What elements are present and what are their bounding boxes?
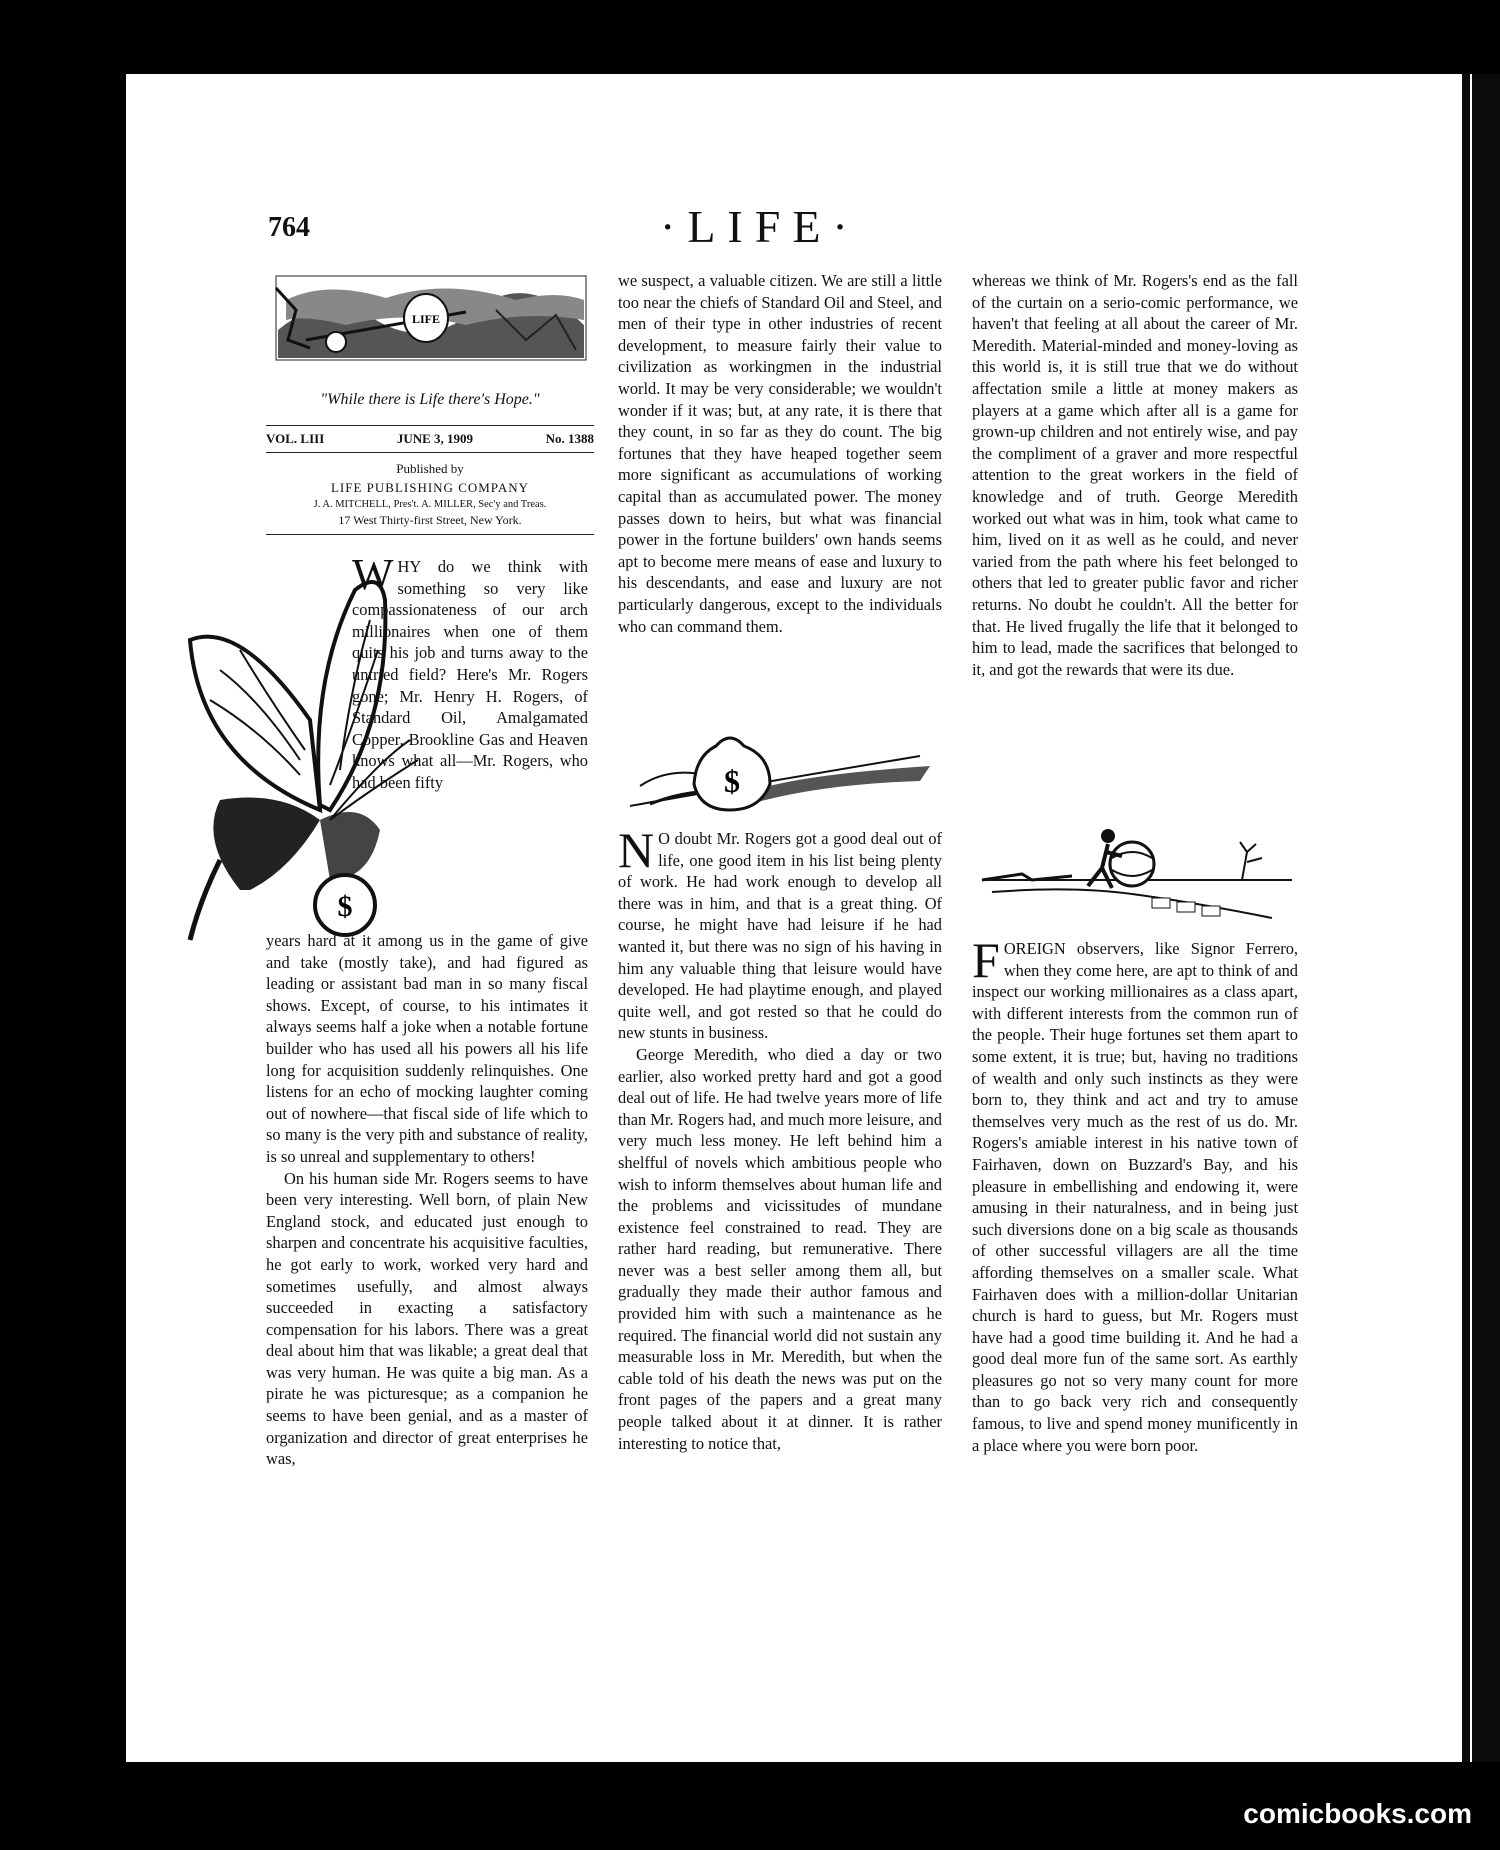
published-by: Published by	[396, 461, 464, 476]
article1-para2: On his human side Mr. Rogers seems to have been very interesting. Well born, of plain New England stock, and educated just enough to sharpen and concentrate his acquisitive faculties, he got early to work, worked very hard and sometimes usefully, and almost always succeeded in exacting a satisfactory compensation for his labors. There was a great deal about him that was likable; a great deal that was very human. He was quite a big man. As a pirate he was picturesque; as a companion he seems to have been genial, and as a master of organization and director of great enterprises he was,	[266, 1168, 588, 1469]
column-2-top	[618, 270, 942, 637]
header-vignette-illustration	[266, 270, 594, 380]
site-watermark: comicbooks.com	[1243, 1798, 1472, 1829]
article1-intro-text: HY do we think with something so very like compassionateness of our arch millionaires when one of them quits his job and turns away to the untried field? Here's Mr. Rogers gone; Mr. Henry H. Rogers, of Standard Oil, Amalgamated Copper, Brookline Gas and Heaven knows what all—Mr. Rogers, who had been fifty	[352, 557, 588, 792]
header-shield-text: LIFE	[411, 312, 441, 326]
moneybag-dollar-sign: $	[724, 763, 740, 799]
page-number: 764	[268, 212, 310, 243]
motto: "While there is Life there's Hope."	[320, 391, 540, 408]
column-1	[266, 930, 588, 1470]
article3-para1	[972, 932, 1298, 1456]
column-3-top	[972, 270, 1298, 680]
butterfly-bag-dollar: $	[337, 890, 353, 923]
moneybag-laurel-illustration	[620, 726, 940, 818]
article2-para3: whereas we think of Mr. Rogers's end as the fall of the curtain on a serio-comic performance, we haven't that feeling at all about the career of Mr. Meredith. Material-minded and money-loving as this world is, it is still true that we do without affectation smile a little at money makers as players at a game which after all is a game for grown-up children and not entirely wise, and pay the compliment of a graver and more respectful attention to the great workers in the field of knowledge and of truth. George Meredith worked out what was in him, took what came to him, lived on it as well as he could, and never varied from the path where his feet belonged to others that led to greater public favor and richer returns. No doubt he couldn't. All the better for that. He lived frugally the life that it belonged to him to lead, made the sacrifices that belonged to it, and got the rewards that were its due.	[972, 271, 1298, 679]
article1-intro	[352, 550, 588, 794]
drop-cap-f: F	[972, 932, 1000, 988]
article1-continuation: years hard at it among us in the game of give and take (mostly take), and had figured as leading or assistant bad man in so many fiscal shows. Except, of course, to his intimates it always seems half a joke when a notable fortune builder who has used all his powers all his life long for acquisition suddenly relinquishes. One listens for an echo of mocking laughter coming out of nowhere—that fiscal side of life which to so many is the very pith and substance of reality, is so unreal and supplementary to others!	[266, 931, 588, 1166]
issue-number: No. 1388	[545, 431, 594, 446]
masthead-title: ·LIFE·	[660, 201, 860, 252]
article3-para1-text: OREIGN observers, like Signor Ferrero, when they come here, are apt to think of and inspect our working millionaires as a class apart, with different interests from the common run of the people. Their huge fortunes set them apart to some extent, it is true; but, having no traditions of wealth and only such instincts as they were born to, they think and act and try to amuse themselves very much as the rest of us do. Mr. Rogers's amiable interest in his native town of Fairhaven, down on Buzzard's Bay, and his pleasure in embellishing and endowing it, were amusing in their naturalness, and in being just such diversions done on a big scale as thousands of other successful villagers are all the time affording themselves on a smaller scale. What Fairhaven does with a million-dollar Unitarian church is hard to guess, but Mr. Rogers must have had a good time building it. And he had a good deal more fun of the same sort. As earthly pleasures go not so very many count for more than to go back very rich and consequently famous, to live and spend money munificently in a place where you were born poor.	[972, 939, 1298, 1455]
issue-date: JUNE 3, 1909	[396, 431, 474, 446]
drop-cap-w: W	[352, 550, 394, 599]
volume-line	[266, 425, 594, 453]
column-2-bottom	[618, 822, 942, 1454]
volume: VOL. LIII	[266, 431, 325, 446]
publisher-officers: J. A. MITCHELL, Pres't. A. MILLER, Sec'y and Treas.	[313, 499, 547, 510]
article1-para3: we suspect, a valuable citizen. We are still a little too near the chiefs of Standard Oil and Steel, and men of their type in other industries of recent development, to measure fairly their value to civilization as workingmen in the industrial world. It may be very considerable; we wouldn't wonder if it was; but, at any rate, it is there that they count, in so far as they do count. The big fortunes that they have heaped together seem more significant as accumulations of working capital than as accumulated power. The money passes down to heirs, but what was financial power in the fortune builders' own hands seems apt to become mere means of ease and luxury to his descendants, and ease and luxury are not particularly dangerous, except to the individuals who can command them.	[618, 271, 942, 636]
column-3-bottom	[972, 932, 1298, 1456]
man-rolling-globe-illustration	[972, 822, 1298, 926]
publisher-address: 17 West Thirty-first Street, New York.	[266, 513, 594, 535]
publication-header	[266, 270, 594, 535]
drop-cap-n: N	[618, 822, 655, 878]
article2-para1-text: O doubt Mr. Rogers got a good deal out of life, one good item in his list being plenty of work. He had work enough to develop all there was in him, and that is a great thing. Of course, he might have had leisure if he had wanted it, but there was no sign of his having in him any valuable thing that leisure would have developed. He had playtime enough, and played quite well, and got rested so that he could do new stunts in business.	[618, 829, 942, 1043]
page-gutter-line	[1470, 74, 1472, 1762]
facing-page-edge	[1462, 74, 1500, 1762]
article2-para2: George Meredith, who died a day or two earlier, also worked pretty hard and got a good deal out of life. He had twelve years more of life than Mr. Rogers had, and much more leisure, and very much less money. He left behind him a shelfful of novels which ambitious people who wish to inform themselves about human life and the problems and vicissitudes of mundane existence feel constrained to read. They are rather hard reading, but remunerative. There never was a best seller among them all, but gradually they made their author famous and provided him with such a maintenance as he required. The financial world did not sustain any measurable loss in Mr. Meredith, but when the cable told of his death the news was put on the front pages of the papers and a great many people talked about it at dinner. It is rather interesting to notice that,	[618, 1044, 942, 1453]
publisher-name: LIFE PUBLISHING COMPANY	[330, 480, 530, 495]
article2-para1	[618, 822, 942, 1044]
